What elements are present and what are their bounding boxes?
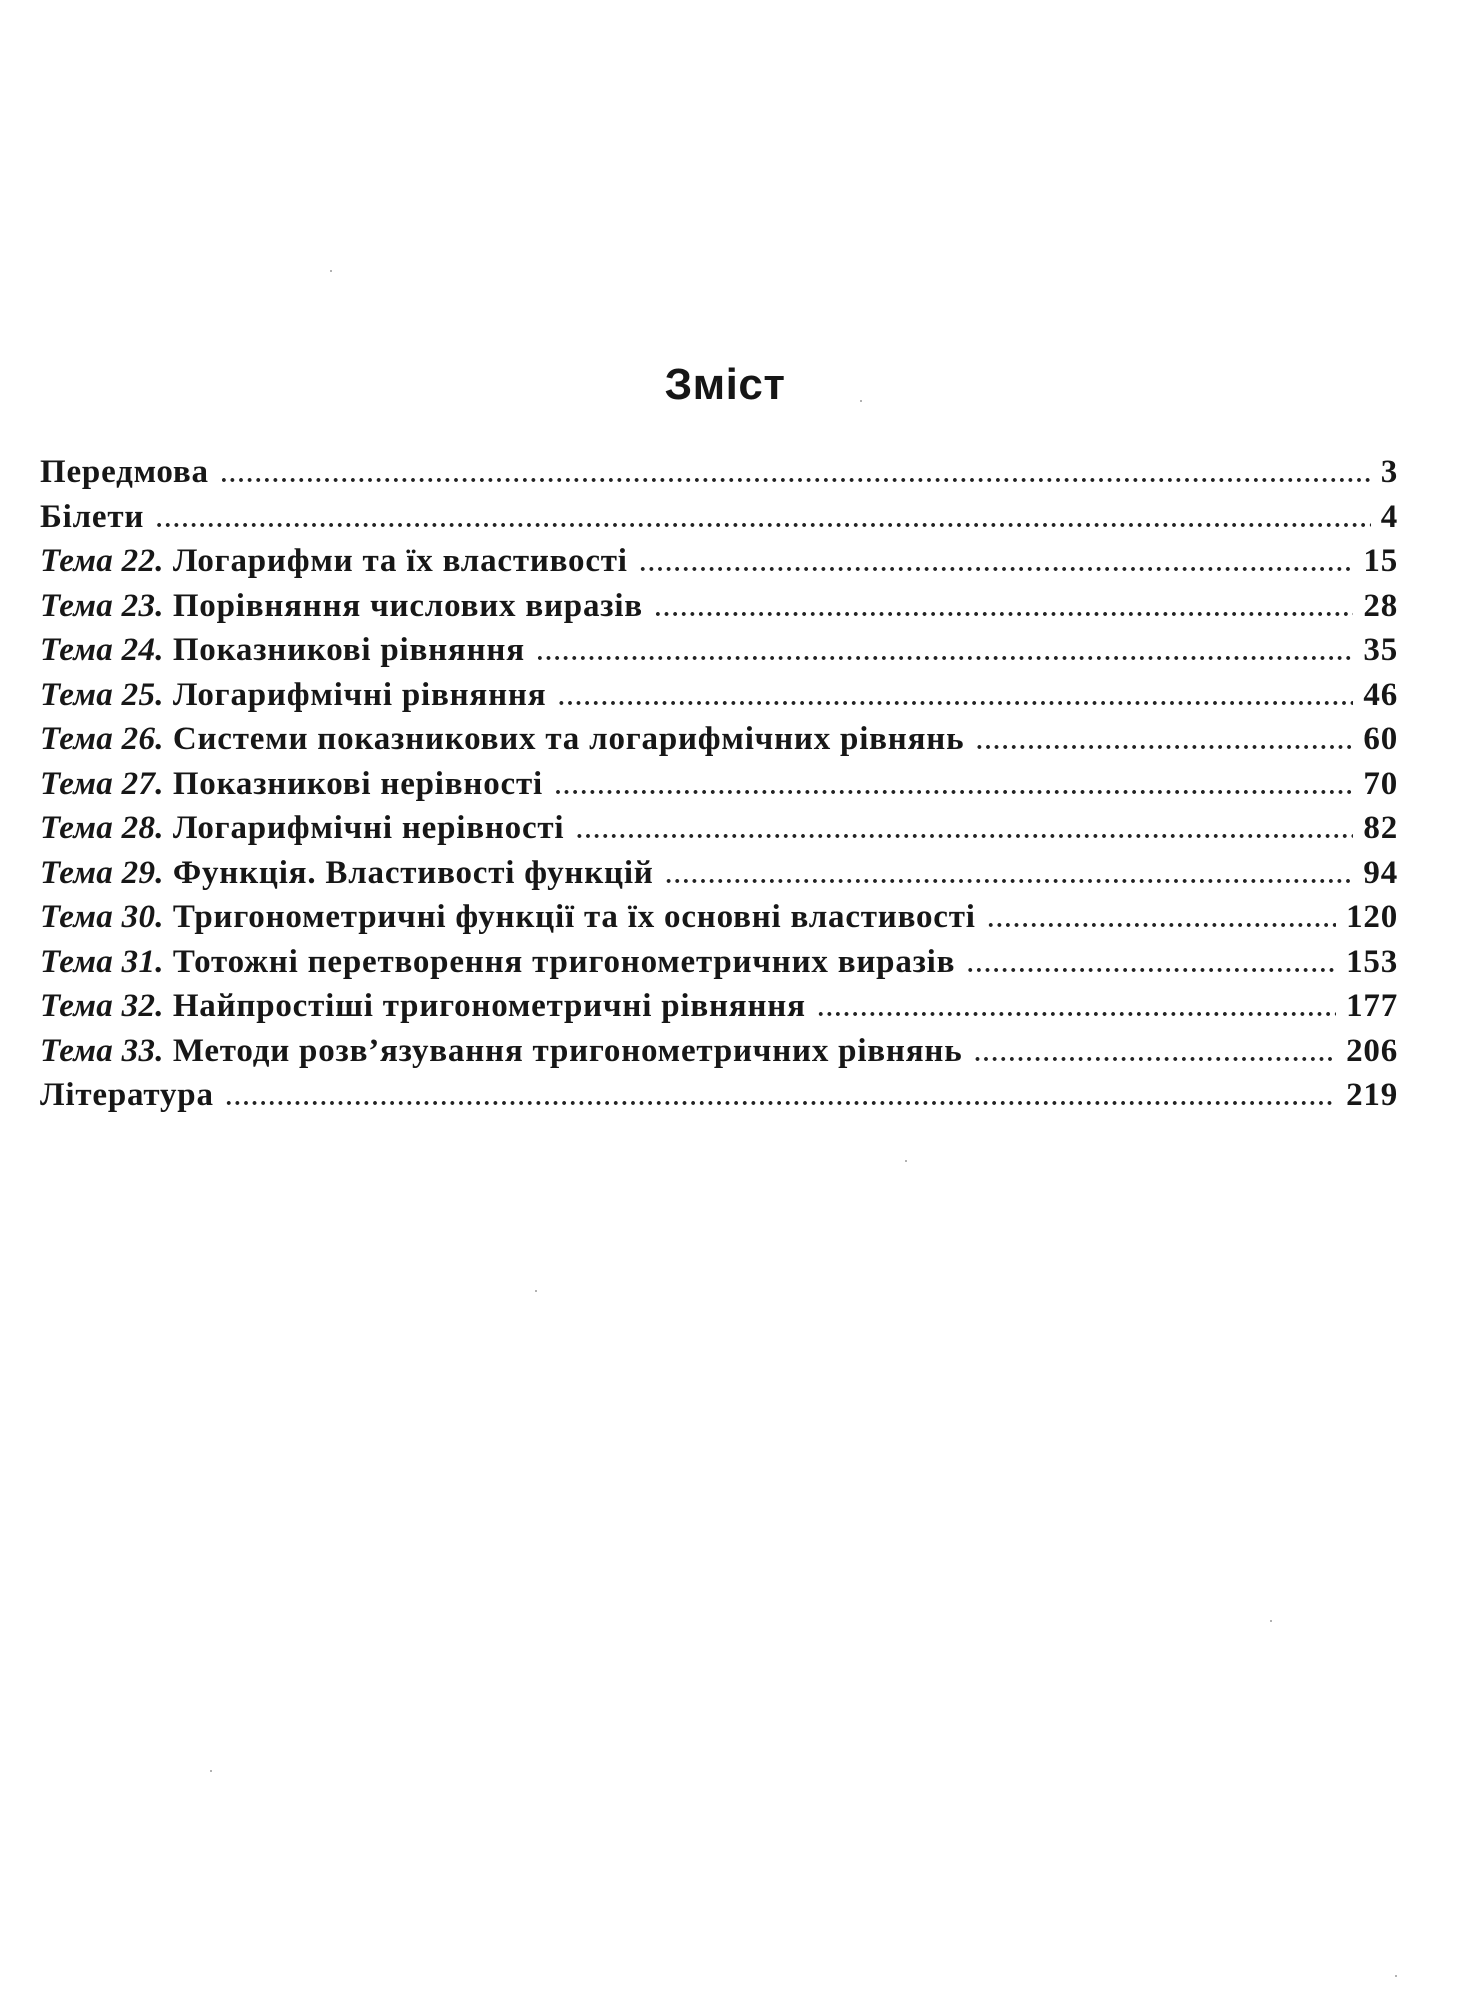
toc-entry-title: Показникові рівняння [172,632,525,668]
toc-entry-title: Функція. Властивості функцій [172,854,654,891]
toc-entry-topic-29 [40,851,1398,896]
toc-entry-page: 120 [1346,899,1398,935]
toc-entry-prefix: Тема 26. [40,721,164,757]
toc-entry-page: 94 [1363,854,1398,891]
toc-entry-prefix: Тема 29. [40,854,164,891]
dot-leader [555,765,1353,810]
toc-entry-prefix: Тема 28. [40,810,164,846]
toc-entry-prefix: Тема 25. [40,676,164,713]
toc-entry-prefix: Тема 30. [40,899,164,935]
toc-entry-topic-30 [40,895,1398,940]
toc-entry-title: Тригонометричні функції та їх основні властивості [172,899,976,935]
toc-entry-title: Логарифмічні нерівності [172,810,565,846]
toc-entry-title: Показникові нерівності [172,765,543,802]
toc-entry-page: 82 [1363,810,1398,846]
toc-entry-prefix: Тема 32. [40,988,164,1024]
scan-speck [1270,1620,1272,1622]
dot-leader [818,987,1336,1032]
toc-entry-page: 70 [1363,765,1398,802]
toc-entry-prefix: Тема 22. [40,543,164,579]
toc-entry-literature [40,1073,1398,1118]
toc-entry-page: 60 [1363,721,1398,757]
toc-entry-title: Передмова [40,454,209,490]
toc-entry-topic-28 [40,806,1398,851]
toc-entry-topic-33 [40,1029,1398,1074]
dot-leader [655,587,1353,632]
table-of-contents [40,450,1398,1118]
scan-speck [535,1290,537,1292]
toc-entry-page: 219 [1346,1077,1398,1113]
toc-entry-title: Тотожні перетворення тригонометричних виразів [172,943,956,980]
toc-entry-title: Системи показникових та логарифмічних рівнянь [172,721,965,757]
toc-entry-page: 153 [1346,943,1398,980]
toc-entry-page: 206 [1346,1032,1398,1069]
dot-leader [221,453,1371,498]
dot-leader [974,1032,1336,1077]
dot-leader [988,898,1336,943]
scan-speck [210,1770,212,1772]
dot-leader [576,809,1353,854]
dot-leader [666,854,1354,899]
toc-entry-page: 177 [1346,988,1398,1024]
toc-entry-topic-32 [40,984,1398,1029]
toc-entry-topic-23 [40,584,1398,629]
toc-entry-title: Порівняння числових виразів [172,587,643,624]
toc-entry-prefix: Тема 23. [40,587,164,624]
toc-entry-title: Методи розв’язування тригонометричних рівнянь [172,1032,963,1069]
toc-entry-page: 35 [1363,632,1398,668]
toc-entry-page: 46 [1363,676,1398,713]
dot-leader [537,631,1354,676]
toc-entry-prefix: Тема 33. [40,1032,164,1069]
toc-entry-prefix: Тема 31. [40,943,164,980]
toc-entry-title: Література [40,1077,214,1113]
dot-leader [640,542,1354,587]
toc-entry-title: Логарифми та їх властивості [172,543,628,579]
page-title: Зміст [664,360,786,409]
dot-leader [156,498,1371,543]
toc-entry-page: 28 [1363,587,1398,624]
dot-leader [226,1076,1336,1121]
toc-entry-page: 15 [1363,543,1398,579]
dot-leader [976,720,1353,765]
dot-leader [558,676,1353,721]
toc-entry-page: 3 [1380,454,1398,490]
dot-leader [967,943,1336,988]
toc-entry-topic-24 [40,628,1398,673]
toc-entry-page: 4 [1380,498,1398,535]
scan-speck [905,1160,907,1162]
toc-entry-prefix: Тема 24. [40,632,164,668]
scan-speck [1395,1975,1397,1977]
toc-entry-preface [40,450,1398,495]
toc-entry-topic-26 [40,717,1398,762]
scan-speck [330,270,332,272]
scan-speck [860,400,862,402]
toc-entry-topic-22 [40,539,1398,584]
toc-entry-title: Найпростіші тригонометричні рівняння [172,988,806,1024]
toc-entry-title: Білети [40,498,145,535]
toc-entry-prefix: Тема 27. [40,765,164,802]
toc-entry-topic-31 [40,940,1398,985]
toc-entry-title: Логарифмічні рівняння [172,676,547,713]
toc-entry-topic-27 [40,762,1398,807]
toc-entry-topic-25 [40,673,1398,718]
toc-entry-tickets [40,495,1398,540]
